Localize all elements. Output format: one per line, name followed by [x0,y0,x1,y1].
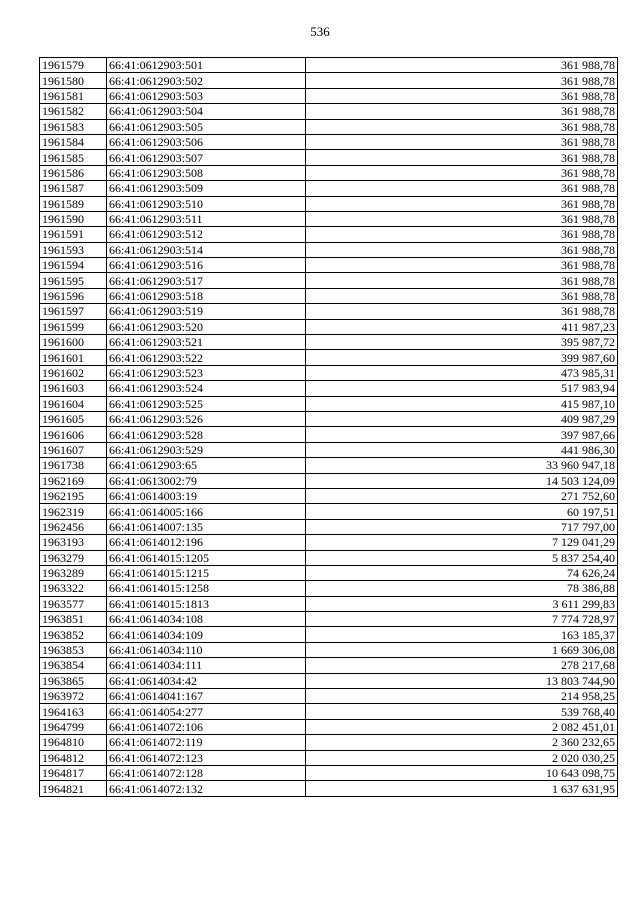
cadastral-number-cell: 66:41:0614072:128 [107,765,306,780]
table-row [40,488,618,503]
row-id-cell: 1964812 [40,750,107,765]
row-id-cell: 1961586 [40,165,107,180]
table-row [40,319,618,334]
value-cell: 361 988,78 [306,58,618,73]
value-cell: 361 988,78 [306,242,618,257]
cadastral-number-cell: 66:41:0612903:503 [107,88,306,103]
table-row [40,519,618,534]
value-cell: 361 988,78 [306,150,618,165]
cadastral-number-cell: 66:41:0612903:504 [107,104,306,119]
cadastral-number-cell: 66:41:0612903:505 [107,119,306,134]
table-row [40,365,618,380]
cadastral-number-cell: 66:41:0612903:511 [107,211,306,226]
row-id-cell: 1963577 [40,596,107,611]
table-row [40,304,618,319]
row-id-cell: 1962195 [40,488,107,503]
cadastral-number-cell: 66:41:0614072:106 [107,719,306,734]
cadastral-number-cell: 66:41:0612903:526 [107,411,306,426]
cadastral-number-cell: 66:41:0612903:509 [107,181,306,196]
cadastral-number-cell: 66:41:0612903:516 [107,258,306,273]
cadastral-number-cell: 66:41:0612903:512 [107,227,306,242]
value-cell: 2 020 030,25 [306,750,618,765]
table-row [40,165,618,180]
row-id-cell: 1963852 [40,627,107,642]
value-cell: 415 987,10 [306,396,618,411]
row-id-cell: 1961601 [40,350,107,365]
cadastral-number-cell: 66:41:0614003:19 [107,488,306,503]
row-id-cell: 1961603 [40,381,107,396]
row-id-cell: 1963279 [40,550,107,565]
cadastral-number-cell: 66:41:0614015:1215 [107,565,306,580]
value-cell: 361 988,78 [306,119,618,134]
table-row [40,242,618,257]
row-id-cell: 1961584 [40,134,107,149]
value-cell: 397 987,66 [306,427,618,442]
cadastral-number-cell: 66:41:0612903:519 [107,304,306,319]
row-id-cell: 1962169 [40,473,107,488]
cadastral-number-cell: 66:41:0612903:506 [107,134,306,149]
table-row [40,565,618,580]
value-cell: 361 988,78 [306,304,618,319]
cadastral-number-cell: 66:41:0612903:501 [107,58,306,73]
cadastral-number-cell: 66:41:0614005:166 [107,504,306,519]
value-cell: 74 626,24 [306,565,618,580]
row-id-cell: 1961594 [40,258,107,273]
value-cell: 517 983,94 [306,381,618,396]
value-cell: 214 958,25 [306,689,618,704]
value-cell: 14 503 124,09 [306,473,618,488]
cadastral-number-cell: 66:41:0612903:65 [107,458,306,473]
table-row [40,581,618,596]
row-id-cell: 1961604 [40,396,107,411]
value-cell: 361 988,78 [306,211,618,226]
cadastral-number-cell: 66:41:0614054:277 [107,704,306,719]
row-id-cell: 1961606 [40,427,107,442]
cadastral-number-cell: 66:41:0612903:522 [107,350,306,365]
value-cell: 2 082 451,01 [306,719,618,734]
row-id-cell: 1961738 [40,458,107,473]
table-row [40,442,618,457]
table-row [40,658,618,673]
row-id-cell: 1963853 [40,642,107,657]
table-row [40,719,618,734]
row-id-cell: 1961589 [40,196,107,211]
value-cell: 78 386,88 [306,581,618,596]
table-row [40,781,618,796]
row-id-cell: 1962456 [40,519,107,534]
row-id-cell: 1964817 [40,765,107,780]
value-cell: 361 988,78 [306,196,618,211]
table-row [40,689,618,704]
row-id-cell: 1963193 [40,535,107,550]
table-row [40,704,618,719]
table-row [40,150,618,165]
table-row [40,612,618,627]
value-cell: 411 987,23 [306,319,618,334]
value-cell: 7 774 728,97 [306,612,618,627]
cadastral-number-cell: 66:41:0612903:518 [107,288,306,303]
row-id-cell: 1963851 [40,612,107,627]
table-row [40,411,618,426]
value-cell: 1 669 306,08 [306,642,618,657]
cadastral-number-cell: 66:41:0612903:507 [107,150,306,165]
table-row [40,673,618,688]
cadastral-number-cell: 66:41:0614015:1258 [107,581,306,596]
cadastral-number-cell: 66:41:0614072:132 [107,781,306,796]
cadastral-number-cell: 66:41:0614007:135 [107,519,306,534]
value-cell: 278 217,68 [306,658,618,673]
table-row [40,104,618,119]
value-cell: 1 637 631,95 [306,781,618,796]
value-cell: 10 643 098,75 [306,765,618,780]
row-id-cell: 1961593 [40,242,107,257]
registry-table-body [40,58,618,797]
row-id-cell: 1961587 [40,181,107,196]
row-id-cell: 1963322 [40,581,107,596]
value-cell: 163 185,37 [306,627,618,642]
row-id-cell: 1963972 [40,689,107,704]
row-id-cell: 1961595 [40,273,107,288]
row-id-cell: 1961591 [40,227,107,242]
table-row [40,273,618,288]
cadastral-number-cell: 66:41:0614034:111 [107,658,306,673]
cadastral-number-cell: 66:41:0613002:79 [107,473,306,488]
value-cell: 60 197,51 [306,504,618,519]
value-cell: 361 988,78 [306,288,618,303]
table-row [40,642,618,657]
row-id-cell: 1961600 [40,335,107,350]
row-id-cell: 1961583 [40,119,107,134]
value-cell: 361 988,78 [306,273,618,288]
table-row [40,596,618,611]
table-row [40,735,618,750]
value-cell: 361 988,78 [306,134,618,149]
cadastral-number-cell: 66:41:0612903:524 [107,381,306,396]
table-row [40,473,618,488]
row-id-cell: 1963289 [40,565,107,580]
row-id-cell: 1962319 [40,504,107,519]
cadastral-number-cell: 66:41:0612903:521 [107,335,306,350]
table-row [40,504,618,519]
table-row [40,396,618,411]
table-row [40,335,618,350]
row-id-cell: 1961605 [40,411,107,426]
row-id-cell: 1961602 [40,365,107,380]
cadastral-number-cell: 66:41:0612903:529 [107,442,306,457]
table-row [40,350,618,365]
cadastral-number-cell: 66:41:0614034:110 [107,642,306,657]
value-cell: 409 987,29 [306,411,618,426]
row-id-cell: 1963854 [40,658,107,673]
table-row [40,258,618,273]
cadastral-number-cell: 66:41:0614072:123 [107,750,306,765]
table-row [40,550,618,565]
table-row [40,88,618,103]
row-id-cell: 1961607 [40,442,107,457]
value-cell: 361 988,78 [306,181,618,196]
cadastral-number-cell: 66:41:0614015:1813 [107,596,306,611]
cadastral-number-cell: 66:41:0614015:1205 [107,550,306,565]
row-id-cell: 1961579 [40,58,107,73]
cadastral-number-cell: 66:41:0612903:525 [107,396,306,411]
row-id-cell: 1961590 [40,211,107,226]
value-cell: 361 988,78 [306,227,618,242]
cadastral-number-cell: 66:41:0612903:502 [107,73,306,88]
cadastral-number-cell: 66:41:0612903:520 [107,319,306,334]
cadastral-number-cell: 66:41:0614012:196 [107,535,306,550]
row-id-cell: 1964821 [40,781,107,796]
row-id-cell: 1961585 [40,150,107,165]
cadastral-number-cell: 66:41:0612903:510 [107,196,306,211]
value-cell: 7 129 041,29 [306,535,618,550]
row-id-cell: 1964799 [40,719,107,734]
cadastral-number-cell: 66:41:0612903:528 [107,427,306,442]
table-row [40,381,618,396]
cadastral-number-cell: 66:41:0614034:42 [107,673,306,688]
value-cell: 33 960 947,18 [306,458,618,473]
row-id-cell: 1964810 [40,735,107,750]
value-cell: 441 986,30 [306,442,618,457]
value-cell: 361 988,78 [306,73,618,88]
table-row [40,181,618,196]
row-id-cell: 1961597 [40,304,107,319]
row-id-cell: 1961581 [40,88,107,103]
cadastral-number-cell: 66:41:0614072:119 [107,735,306,750]
table-row [40,535,618,550]
table-row [40,458,618,473]
value-cell: 395 987,72 [306,335,618,350]
row-id-cell: 1961582 [40,104,107,119]
value-cell: 717 797,00 [306,519,618,534]
page-number: 536 [310,24,330,39]
table-row [40,288,618,303]
value-cell: 361 988,78 [306,165,618,180]
table-row [40,58,618,73]
value-cell: 5 837 254,40 [306,550,618,565]
cadastral-number-cell: 66:41:0614034:109 [107,627,306,642]
cadastral-number-cell: 66:41:0614034:108 [107,612,306,627]
value-cell: 473 985,31 [306,365,618,380]
value-cell: 361 988,78 [306,258,618,273]
table-row [40,227,618,242]
value-cell: 361 988,78 [306,88,618,103]
table-row [40,211,618,226]
row-id-cell: 1964163 [40,704,107,719]
value-cell: 3 611 299,83 [306,596,618,611]
value-cell: 361 988,78 [306,104,618,119]
value-cell: 271 752,60 [306,488,618,503]
value-cell: 399 987,60 [306,350,618,365]
table-row [40,134,618,149]
cadastral-number-cell: 66:41:0612903:517 [107,273,306,288]
value-cell: 539 768,40 [306,704,618,719]
registry-table [39,57,618,797]
row-id-cell: 1961596 [40,288,107,303]
value-cell: 2 360 232,65 [306,735,618,750]
table-row [40,627,618,642]
cadastral-number-cell: 66:41:0614041:167 [107,689,306,704]
cadastral-number-cell: 66:41:0612903:508 [107,165,306,180]
cadastral-number-cell: 66:41:0612903:514 [107,242,306,257]
table-row [40,119,618,134]
table-row [40,765,618,780]
row-id-cell: 1961599 [40,319,107,334]
table-row [40,427,618,442]
value-cell: 13 803 744,90 [306,673,618,688]
row-id-cell: 1963865 [40,673,107,688]
table-row [40,750,618,765]
cadastral-number-cell: 66:41:0612903:523 [107,365,306,380]
table-row [40,73,618,88]
table-row [40,196,618,211]
row-id-cell: 1961580 [40,73,107,88]
